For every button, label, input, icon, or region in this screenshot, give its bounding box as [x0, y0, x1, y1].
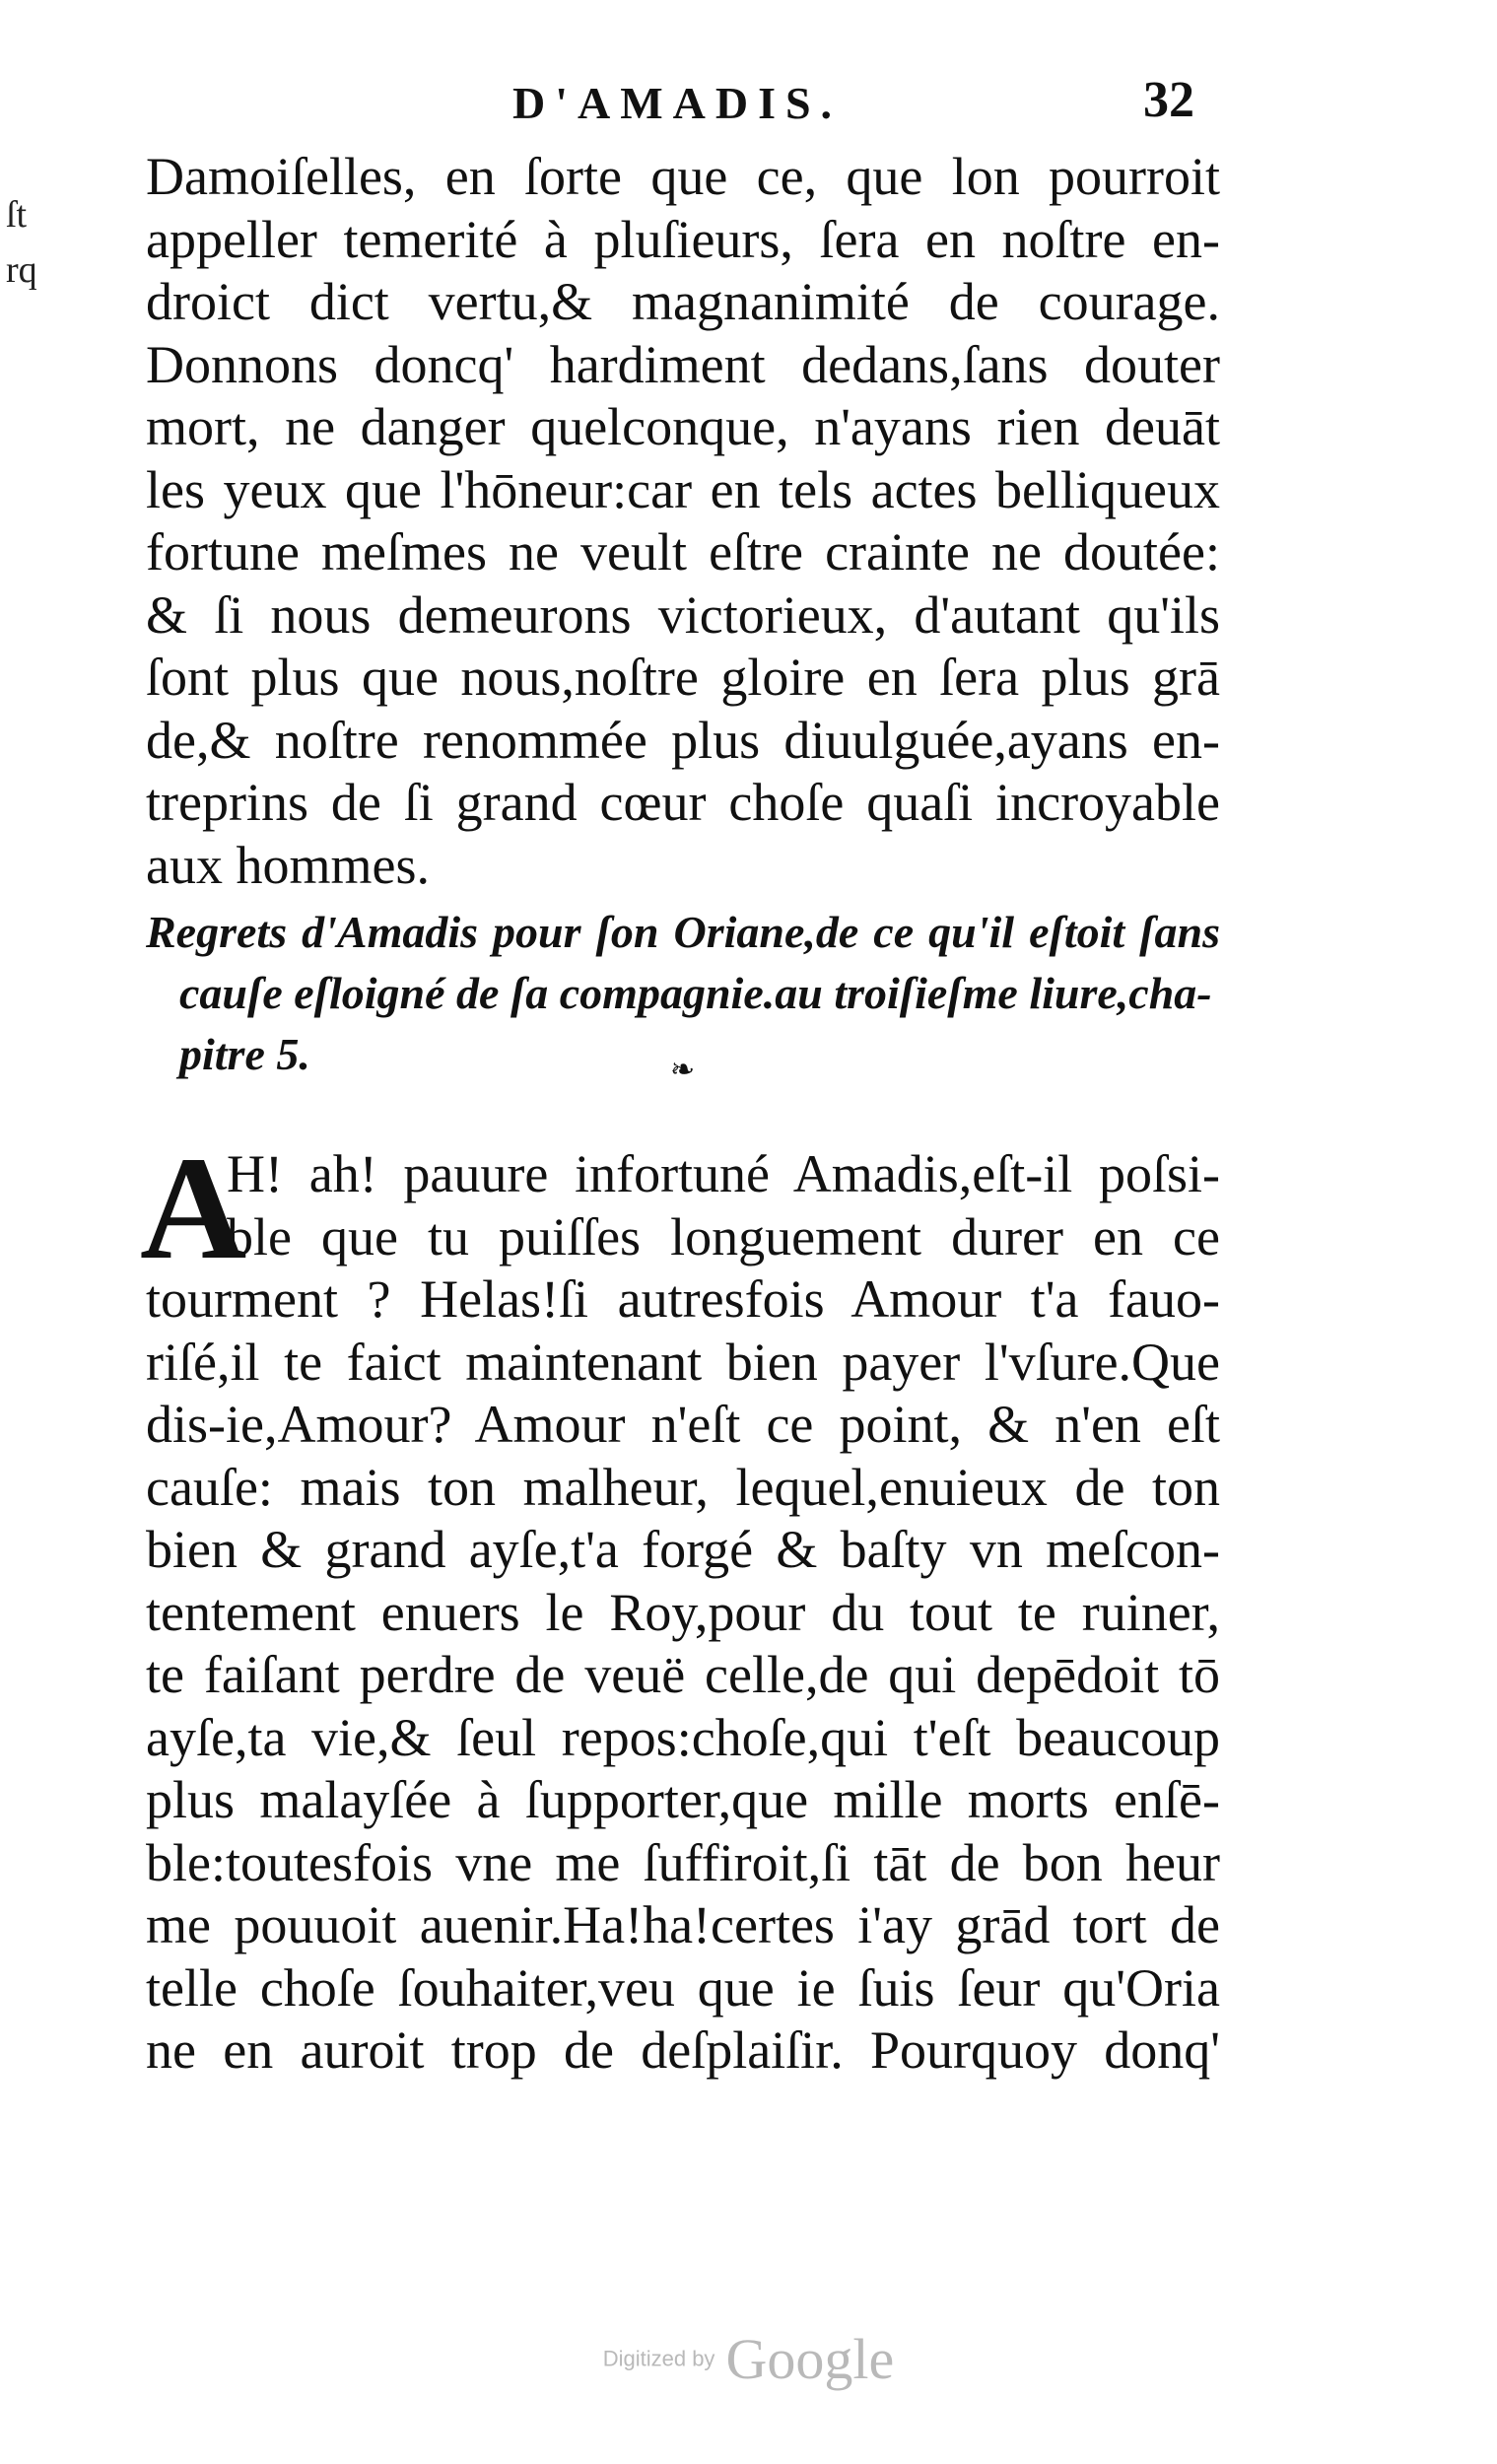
heading-line: Regrets d'Amadis pour ſon Oriane,de ce qu'il eſtoit ſans: [146, 907, 1220, 957]
text-line: Damoiſelles, en ſorte que ce, que lon pourroit: [146, 147, 1220, 206]
google-logo: Google: [725, 2327, 895, 2391]
digitization-watermark: [0, 2326, 1497, 2392]
margin-mark: rq: [6, 249, 37, 291]
text-line: mort, ne danger quelconque, n'ayans rien deuāt: [146, 397, 1220, 456]
heading-line: cauſe eſloigné de ſa compagnie.au troiſieſme liure,cha-: [179, 968, 1212, 1018]
text-line: Donnons doncq' hardiment dedans,ſans douter: [146, 334, 1220, 394]
text-line: droict dict vertu,& magnanimité de courage.: [146, 272, 1220, 331]
text-line: tentement enuers le Roy,pour du tout te ruiner,: [146, 1582, 1220, 1642]
fleuron-ornament-icon: ❧: [670, 1053, 696, 1087]
text-line: plus malayſée à ſupporter,que mille morts enſē-: [146, 1770, 1220, 1829]
text-line: ayſe,ta vie,& ſeul repos:choſe,qui t'eſt beaucoup: [146, 1707, 1220, 1767]
text-line: H! ah! pauure infortuné Amadis,eſt-il poſsi-: [227, 1144, 1220, 1203]
heading-line: pitre 5.: [179, 1029, 310, 1079]
drop-cap-block: [140, 1127, 1220, 1290]
text-line: aux hommes.: [146, 835, 430, 895]
text-line: riſé,il te faict maintenant bien payer l'vſure.Que: [146, 1332, 1220, 1392]
text-line: les yeux que l'hōneur:car en tels actes belliqueux: [146, 459, 1220, 519]
text-line: ble:toutesfois vne me ſuffiroit,ſi tāt de bon heur: [146, 1832, 1220, 1892]
text-line: & ſi nous demeurons victorieux, d'autant qu'ils: [146, 584, 1220, 645]
text-line: treprins de ſi grand cœur choſe quaſi incroyable: [146, 773, 1220, 832]
text-line: appeller temerité à pluſieurs, ſera en noſtre en-: [146, 209, 1220, 269]
running-title: D'AMADIS.: [512, 78, 843, 128]
paragraph-lament: [140, 1127, 1220, 2083]
text-line: cauſe: mais ton malheur, lequel,enuieux de ton: [146, 1457, 1220, 1517]
text-line: telle choſe ſouhaiter,veu que ie ſuis ſeur qu'Oria: [146, 1957, 1220, 2018]
text-line: tourment ? Helas!ſi autresfois Amour t'a fauo-: [146, 1269, 1220, 1329]
text-line: ſont plus que nous,noſtre gloire en ſera plus grā: [146, 648, 1220, 707]
digitized-by-label: Digitized by: [602, 2346, 715, 2371]
text-line: de,& noſtre renommée plus diuulguée,ayans en-: [146, 710, 1220, 770]
drop-cap-letter: A: [140, 1127, 247, 1290]
margin-mark: ſt: [6, 194, 28, 236]
text-line: ne en auroit trop de deſplaiſir. Pourquoy donq': [146, 2020, 1220, 2080]
text-line: bien & grand ayſe,t'a forgé & baſty vn meſcon-: [146, 1520, 1220, 1579]
text-line: me pouuoit auenir.Ha!ha!certes i'ay grād tort de: [146, 1895, 1220, 1954]
text-line: ble que tu puiſſes longuement durer en ce: [227, 1206, 1220, 1266]
text-line: te faiſant perdre de veuë celle,de qui depēdoit tō: [146, 1645, 1220, 1704]
text-line: fortune meſmes ne veult eſtre crainte ne doutée:: [146, 522, 1220, 582]
paragraph-continuation: [146, 146, 1220, 897]
page-number: 32: [1143, 72, 1194, 128]
text-line: dis-ie,Amour? Amour n'eſt ce point, & n'en eſt: [146, 1395, 1220, 1454]
margin-annotations: [6, 187, 37, 298]
